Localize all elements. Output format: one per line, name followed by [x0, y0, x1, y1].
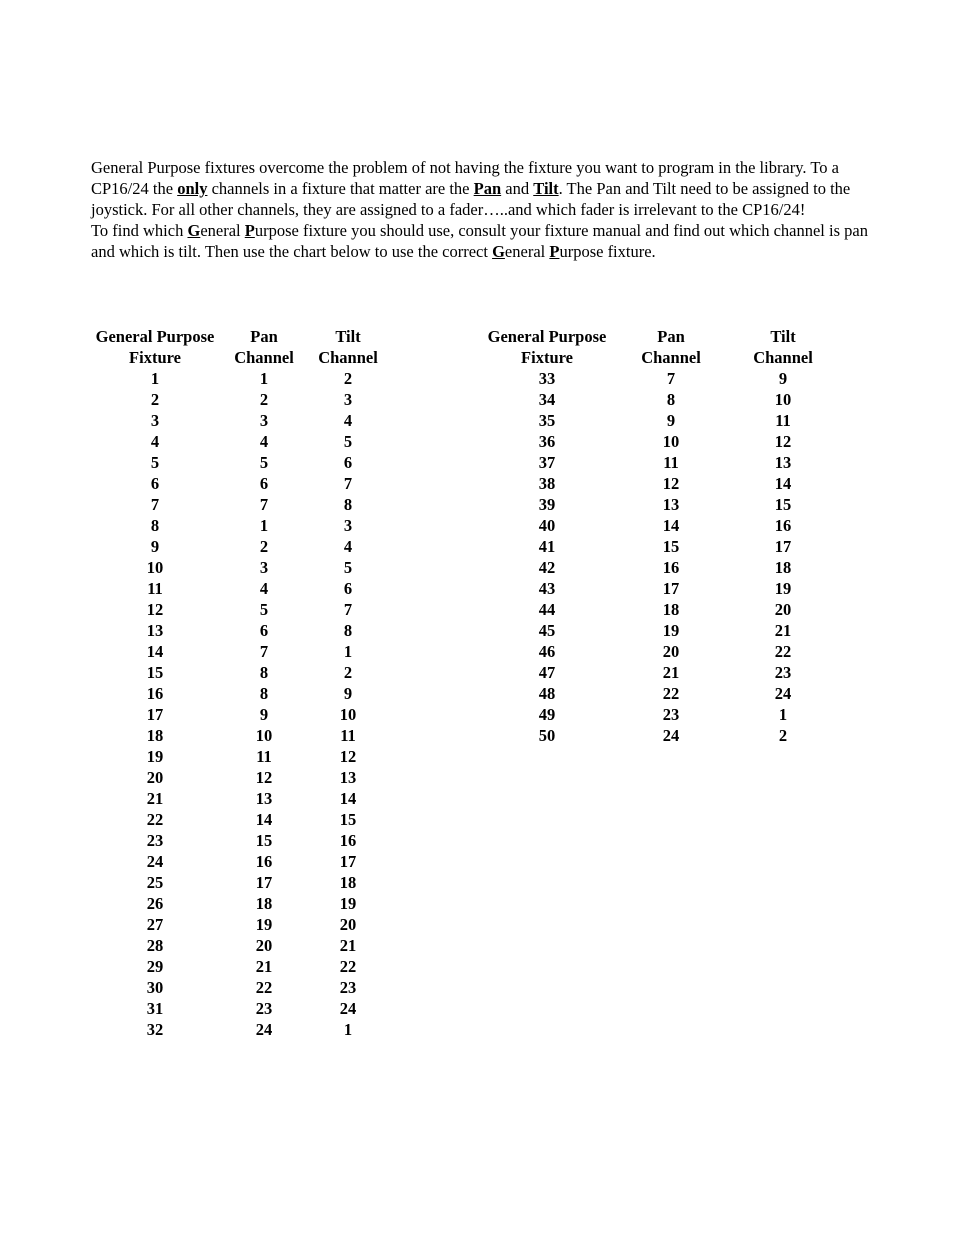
table-row [91, 1019, 387, 1040]
tilt-channel-cell: 16 [339, 831, 357, 850]
fixture-number-cell: 38 [538, 474, 556, 493]
pan-channel-cell: 8 [666, 390, 676, 409]
tilt-channel-cell: 9 [343, 684, 353, 703]
tilt-channel-cell: 6 [343, 579, 353, 598]
table-row [91, 620, 387, 641]
tilt-channel-cell: 1 [778, 705, 788, 724]
header-tilt: Tilt [770, 327, 796, 346]
pan-channel-cell: 13 [662, 495, 680, 514]
emphasis-pan: Pan [473, 179, 502, 198]
tilt-channel-cell: 11 [340, 726, 356, 745]
fixture-table-right [483, 326, 835, 746]
table-row [91, 935, 387, 956]
pan-channel-cell: 2 [259, 390, 269, 409]
tilt-channel-cell: 19 [339, 894, 357, 913]
fixture-number-cell: 49 [538, 705, 556, 724]
tilt-channel-cell: 3 [343, 516, 353, 535]
pan-channel-cell: 4 [259, 432, 269, 451]
tilt-channel-cell: 21 [339, 936, 357, 955]
pan-channel-cell: 20 [255, 936, 273, 955]
header-row-2 [483, 347, 835, 368]
table-row [483, 662, 835, 683]
header-pan-2: Channel [641, 348, 701, 367]
pan-channel-cell: 20 [662, 642, 680, 661]
header-tilt: Tilt [335, 327, 361, 346]
header-tilt-2: Channel [753, 348, 813, 367]
tilt-channel-cell: 15 [774, 495, 792, 514]
tilt-channel-cell: 6 [343, 453, 353, 472]
tilt-channel-cell: 20 [339, 915, 357, 934]
tilt-channel-cell: 19 [774, 579, 792, 598]
pan-channel-cell: 17 [255, 873, 273, 892]
fixture-number-cell: 20 [146, 768, 164, 787]
fixture-number-cell: 42 [538, 558, 556, 577]
pan-channel-cell: 15 [662, 537, 680, 556]
fixture-number-cell: 41 [538, 537, 556, 556]
tilt-channel-cell: 1 [343, 642, 353, 661]
pan-channel-cell: 7 [259, 642, 269, 661]
tilt-channel-cell: 13 [339, 768, 357, 787]
table-row [483, 431, 835, 452]
table-row [91, 599, 387, 620]
header-row-2 [91, 347, 387, 368]
pan-channel-cell: 11 [256, 747, 272, 766]
pan-channel-cell: 3 [259, 411, 269, 430]
fixture-number-cell: 11 [147, 579, 163, 598]
table-row [483, 473, 835, 494]
pan-channel-cell: 13 [255, 789, 273, 808]
pan-channel-cell: 15 [255, 831, 273, 850]
pan-channel-cell: 22 [662, 684, 680, 703]
header-fixture-2: Fixture [521, 348, 573, 367]
tilt-channel-cell: 7 [343, 474, 353, 493]
table-row [91, 956, 387, 977]
tilt-channel-cell: 17 [774, 537, 792, 556]
table-row [483, 704, 835, 725]
tilt-channel-cell: 16 [774, 516, 792, 535]
table-row [91, 431, 387, 452]
fixture-number-cell: 32 [146, 1020, 164, 1039]
table-row [483, 725, 835, 746]
tilt-channel-cell: 23 [339, 978, 357, 997]
tilt-channel-cell: 18 [339, 873, 357, 892]
fixture-number-cell: 36 [538, 432, 556, 451]
fixture-number-cell: 40 [538, 516, 556, 535]
tilt-channel-cell: 14 [774, 474, 792, 493]
pan-channel-cell: 11 [663, 453, 679, 472]
fixture-number-cell: 22 [146, 810, 164, 829]
pan-channel-cell: 19 [255, 915, 273, 934]
table-row [483, 599, 835, 620]
table-row [91, 977, 387, 998]
fixture-number-cell: 17 [146, 705, 164, 724]
fixture-number-cell: 37 [538, 453, 556, 472]
fixture-number-cell: 9 [150, 537, 160, 556]
table-row [91, 746, 387, 767]
pan-channel-cell: 16 [255, 852, 273, 871]
pan-channel-cell: 8 [259, 663, 269, 682]
table-row [483, 410, 835, 431]
table-row [91, 662, 387, 683]
tilt-channel-cell: 4 [343, 411, 353, 430]
fixture-number-cell: 8 [150, 516, 160, 535]
table-row [91, 578, 387, 599]
fixture-number-cell: 7 [150, 495, 160, 514]
table-row [91, 410, 387, 431]
pan-channel-cell: 5 [259, 453, 269, 472]
tilt-channel-cell: 9 [778, 369, 788, 388]
fixture-number-cell: 14 [146, 642, 164, 661]
table-row [91, 914, 387, 935]
pan-channel-cell: 9 [666, 411, 676, 430]
pan-channel-cell: 23 [255, 999, 273, 1018]
fixture-number-cell: 31 [146, 999, 164, 1018]
fixture-number-cell: 1 [150, 369, 160, 388]
pan-channel-cell: 23 [662, 705, 680, 724]
fixture-number-cell: 46 [538, 642, 556, 661]
fixture-number-cell: 35 [538, 411, 556, 430]
table-row [91, 515, 387, 536]
intro-paragraph-2: To find which General Purpose fixture you should use, consult your fixture manual and find out which channel is pan and which is tilt. Then use the chart below to use the correct General Purpose fixture. [91, 221, 868, 261]
fixture-number-cell: 4 [150, 432, 160, 451]
header-row-1 [91, 326, 387, 347]
fixture-number-cell: 27 [146, 915, 164, 934]
pan-channel-cell: 10 [662, 432, 680, 451]
fixture-number-cell: 13 [146, 621, 164, 640]
fixture-number-cell: 18 [146, 726, 164, 745]
tilt-channel-cell: 20 [774, 600, 792, 619]
pan-channel-cell: 24 [255, 1020, 273, 1039]
pan-channel-cell: 17 [662, 579, 680, 598]
pan-channel-cell: 6 [259, 621, 269, 640]
pan-channel-cell: 12 [255, 768, 273, 787]
pan-channel-cell: 24 [662, 726, 680, 745]
fixture-number-cell: 34 [538, 390, 556, 409]
table-row [91, 452, 387, 473]
fixture-number-cell: 26 [146, 894, 164, 913]
table-row [483, 641, 835, 662]
tilt-channel-cell: 5 [343, 432, 353, 451]
table-row [91, 998, 387, 1019]
pan-channel-cell: 6 [259, 474, 269, 493]
header-pan-2: Channel [234, 348, 294, 367]
fixture-number-cell: 45 [538, 621, 556, 640]
table-row [483, 683, 835, 704]
pan-channel-cell: 7 [259, 495, 269, 514]
emphasis-only: only [177, 179, 208, 198]
table-row [91, 788, 387, 809]
table-row [91, 494, 387, 515]
pan-channel-cell: 7 [666, 369, 676, 388]
fixture-number-cell: 6 [150, 474, 160, 493]
table-row [91, 368, 387, 389]
fixture-number-cell: 29 [146, 957, 164, 976]
fixture-number-cell: 43 [538, 579, 556, 598]
table-body-right [483, 368, 835, 746]
header-tilt-2: Channel [318, 348, 378, 367]
fixture-number-cell: 39 [538, 495, 556, 514]
table-row [91, 893, 387, 914]
fixture-number-cell: 16 [146, 684, 164, 703]
table-row [91, 830, 387, 851]
fixture-number-cell: 24 [146, 852, 164, 871]
tilt-channel-cell: 8 [343, 495, 353, 514]
tilt-channel-cell: 3 [343, 390, 353, 409]
pan-channel-cell: 21 [255, 957, 273, 976]
tilt-channel-cell: 11 [775, 411, 791, 430]
pan-channel-cell: 1 [259, 516, 269, 535]
fixture-number-cell: 30 [146, 978, 164, 997]
table-row [483, 389, 835, 410]
fixture-number-cell: 33 [538, 369, 556, 388]
tilt-channel-cell: 23 [774, 663, 792, 682]
pan-channel-cell: 1 [259, 369, 269, 388]
fixture-number-cell: 21 [146, 789, 164, 808]
tilt-channel-cell: 22 [774, 642, 792, 661]
tilt-channel-cell: 12 [339, 747, 357, 766]
fixture-number-cell: 47 [538, 663, 556, 682]
tilt-channel-cell: 14 [339, 789, 357, 808]
tilt-channel-cell: 24 [774, 684, 792, 703]
fixture-number-cell: 19 [146, 747, 164, 766]
header-row-1 [483, 326, 835, 347]
fixture-number-cell: 25 [146, 873, 164, 892]
header-pan: Pan [250, 327, 278, 346]
tilt-channel-cell: 15 [339, 810, 357, 829]
table-row [91, 389, 387, 410]
tilt-channel-cell: 2 [343, 663, 353, 682]
tilt-channel-cell: 7 [343, 600, 353, 619]
tilt-channel-cell: 8 [343, 621, 353, 640]
table-row [483, 515, 835, 536]
table-row [483, 557, 835, 578]
table-row [91, 704, 387, 725]
intro-text [91, 157, 871, 262]
table-row [91, 536, 387, 557]
pan-channel-cell: 16 [662, 558, 680, 577]
fixture-number-cell: 28 [146, 936, 164, 955]
header-fixture: General Purpose [487, 327, 607, 346]
fixture-table-left [91, 326, 387, 1040]
tilt-channel-cell: 13 [774, 453, 792, 472]
tilt-channel-cell: 1 [343, 1020, 353, 1039]
tilt-channel-cell: 12 [774, 432, 792, 451]
header-pan: Pan [657, 327, 685, 346]
pan-channel-cell: 8 [259, 684, 269, 703]
table-row [483, 368, 835, 389]
fixture-number-cell: 10 [146, 558, 164, 577]
tilt-channel-cell: 24 [339, 999, 357, 1018]
fixture-number-cell: 2 [150, 390, 160, 409]
table-row [91, 725, 387, 746]
table-row [91, 851, 387, 872]
pan-channel-cell: 22 [255, 978, 273, 997]
table-row [91, 872, 387, 893]
table-row [91, 767, 387, 788]
tilt-channel-cell: 10 [774, 390, 792, 409]
fixture-number-cell: 3 [150, 411, 160, 430]
table-row [483, 494, 835, 515]
pan-channel-cell: 14 [255, 810, 273, 829]
pan-channel-cell: 10 [255, 726, 273, 745]
table-row [483, 536, 835, 557]
tilt-channel-cell: 21 [774, 621, 792, 640]
pan-channel-cell: 3 [259, 558, 269, 577]
table-row [91, 473, 387, 494]
fixture-number-cell: 12 [146, 600, 164, 619]
table-row [91, 683, 387, 704]
fixture-number-cell: 44 [538, 600, 556, 619]
pan-channel-cell: 5 [259, 600, 269, 619]
table-row [483, 452, 835, 473]
pan-channel-cell: 21 [662, 663, 680, 682]
pan-channel-cell: 18 [662, 600, 680, 619]
pan-channel-cell: 4 [259, 579, 269, 598]
fixture-number-cell: 23 [146, 831, 164, 850]
tilt-channel-cell: 18 [774, 558, 792, 577]
fixture-number-cell: 15 [146, 663, 164, 682]
intro-paragraph-1: General Purpose fixtures overcome the problem of not having the fixture you want to program in the library. To a CP16/24 the only channels in a fixture that matter are the Pan and Tilt. The Pan and Tilt need to be assigned to the joystick. For all other channels, they are assigned to a fader…..and which fader is irrelevant to the CP16/24! [91, 158, 851, 219]
header-fixture-2: Fixture [129, 348, 181, 367]
tilt-channel-cell: 4 [343, 537, 353, 556]
table-row [483, 620, 835, 641]
pan-channel-cell: 18 [255, 894, 273, 913]
table-row [91, 557, 387, 578]
fixture-number-cell: 5 [150, 453, 160, 472]
pan-channel-cell: 9 [259, 705, 269, 724]
pan-channel-cell: 12 [662, 474, 680, 493]
table-row [91, 809, 387, 830]
tilt-channel-cell: 10 [339, 705, 357, 724]
fixture-number-cell: 50 [538, 726, 556, 745]
pan-channel-cell: 2 [259, 537, 269, 556]
tilt-channel-cell: 2 [343, 369, 353, 388]
table-row [91, 641, 387, 662]
table-body-left [91, 368, 387, 1040]
tilt-channel-cell: 2 [778, 726, 788, 745]
pan-channel-cell: 19 [662, 621, 680, 640]
tilt-channel-cell: 17 [339, 852, 357, 871]
tilt-channel-cell: 5 [343, 558, 353, 577]
pan-channel-cell: 14 [662, 516, 680, 535]
fixture-number-cell: 48 [538, 684, 556, 703]
emphasis-tilt: Tilt [533, 179, 559, 198]
table-row [483, 578, 835, 599]
tilt-channel-cell: 22 [339, 957, 357, 976]
header-fixture: General Purpose [95, 327, 215, 346]
